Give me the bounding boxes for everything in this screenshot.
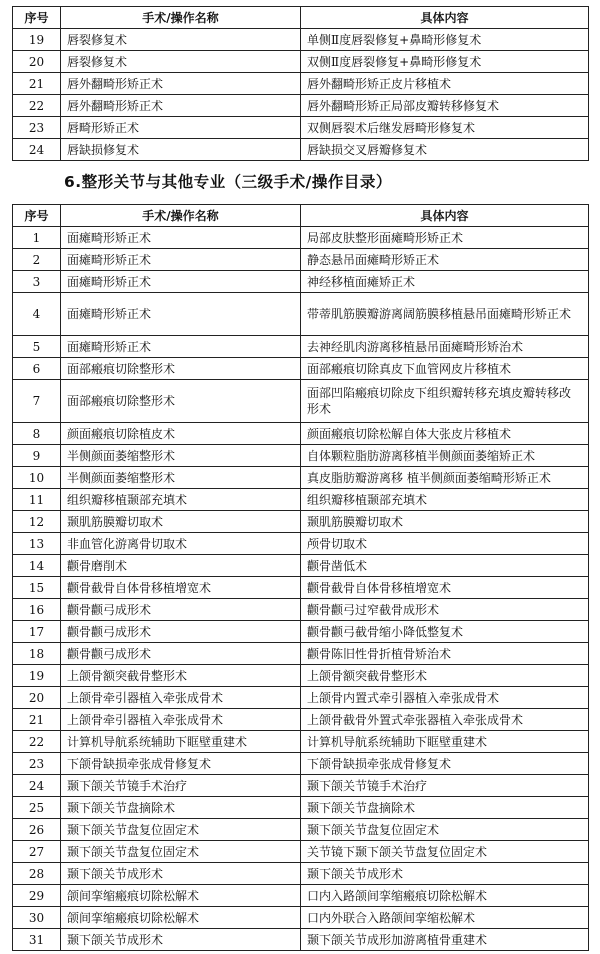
table-row [13, 271, 589, 293]
cell-name: 颞下颌关节成形术 [61, 929, 301, 951]
cell-no: 21 [13, 73, 61, 95]
cell-no: 14 [13, 555, 61, 577]
table-row [13, 445, 589, 467]
cell-no: 8 [13, 423, 61, 445]
cell-detail: 颧骨颧弓过窄截骨成形术 [301, 599, 589, 621]
procedure-table-1 [12, 6, 589, 161]
table-row [13, 227, 589, 249]
table-row [13, 117, 589, 139]
procedure-table-2 [12, 204, 589, 951]
table-row [13, 687, 589, 709]
cell-no: 12 [13, 511, 61, 533]
cell-detail: 唇外翻畸形矫正皮片移植术 [301, 73, 589, 95]
cell-detail: 双侧Ⅱ度唇裂修复+鼻畸形修复术 [301, 51, 589, 73]
table-row [13, 665, 589, 687]
cell-no: 22 [13, 731, 61, 753]
cell-detail: 上颌骨额突截骨整形术 [301, 665, 589, 687]
cell-no: 22 [13, 95, 61, 117]
cell-no: 5 [13, 336, 61, 358]
cell-name: 颞下颌关节镜手术治疗 [61, 775, 301, 797]
cell-name: 颧骨颧弓成形术 [61, 621, 301, 643]
cell-no: 24 [13, 139, 61, 161]
cell-detail: 计算机导航系统辅助下眶壁重建术 [301, 731, 589, 753]
cell-name: 唇裂修复术 [61, 51, 301, 73]
table-row [13, 358, 589, 380]
table-header-row [13, 205, 589, 227]
cell-detail: 口内外联合入路颌间挛缩松解术 [301, 907, 589, 929]
cell-name: 颧骨颧弓成形术 [61, 599, 301, 621]
cell-name: 颞下颌关节成形术 [61, 863, 301, 885]
cell-name: 颧骨颧弓成形术 [61, 643, 301, 665]
cell-detail: 组织瓣移植颞部充填术 [301, 489, 589, 511]
cell-name: 面瘫畸形矫正术 [61, 249, 301, 271]
cell-name: 唇外翻畸形矫正术 [61, 73, 301, 95]
table-row [13, 577, 589, 599]
cell-name: 唇缺损修复术 [61, 139, 301, 161]
cell-no: 3 [13, 271, 61, 293]
cell-name: 颞下颌关节盘复位固定术 [61, 841, 301, 863]
table-row [13, 249, 589, 271]
table-row [13, 731, 589, 753]
cell-detail: 颞下颌关节成形加游离植骨重建术 [301, 929, 589, 951]
cell-name: 面瘫畸形矫正术 [61, 271, 301, 293]
section-title: 6.整形关节与其他专业（三级手术/操作目录） [64, 173, 392, 191]
table-body [13, 29, 589, 161]
cell-detail: 面部瘢痕切除真皮下血管网皮片移植术 [301, 358, 589, 380]
table-row [13, 293, 589, 336]
table-row [13, 907, 589, 929]
table-body [13, 227, 589, 951]
table-row [13, 555, 589, 577]
table-row [13, 819, 589, 841]
header-detail: 具体内容 [301, 205, 589, 227]
cell-no: 28 [13, 863, 61, 885]
cell-name: 面部瘢痕切除整形术 [61, 380, 301, 423]
cell-detail: 关节镜下颞下颌关节盘复位固定术 [301, 841, 589, 863]
cell-no: 23 [13, 753, 61, 775]
cell-no: 21 [13, 709, 61, 731]
cell-detail: 自体颗粒脂肪游离移植半侧颜面萎缩矫正术 [301, 445, 589, 467]
cell-detail: 上颌骨内置式牵引器植入牵张成骨术 [301, 687, 589, 709]
table-row [13, 139, 589, 161]
cell-no: 4 [13, 293, 61, 336]
table-row [13, 467, 589, 489]
header-detail: 具体内容 [301, 7, 589, 29]
cell-no: 24 [13, 775, 61, 797]
table-row [13, 885, 589, 907]
cell-detail: 颞下颌关节成形术 [301, 863, 589, 885]
cell-detail: 去神经肌肉游离移植悬吊面瘫畸形矫治术 [301, 336, 589, 358]
cell-no: 11 [13, 489, 61, 511]
cell-detail: 局部皮肤整形面瘫畸形矫正术 [301, 227, 589, 249]
cell-detail: 颜面瘢痕切除松解自体大张皮片移植术 [301, 423, 589, 445]
cell-no: 20 [13, 51, 61, 73]
cell-no: 9 [13, 445, 61, 467]
cell-name: 面瘫畸形矫正术 [61, 293, 301, 336]
cell-name: 唇裂修复术 [61, 29, 301, 51]
cell-detail: 颞下颌关节盘摘除术 [301, 797, 589, 819]
cell-name: 组织瓣移植颞部充填术 [61, 489, 301, 511]
cell-no: 26 [13, 819, 61, 841]
table-row [13, 753, 589, 775]
table-row [13, 841, 589, 863]
cell-no: 15 [13, 577, 61, 599]
cell-no: 23 [13, 117, 61, 139]
header-no: 序号 [13, 7, 61, 29]
cell-no: 27 [13, 841, 61, 863]
cell-name: 下颌骨缺损牵张成骨修复术 [61, 753, 301, 775]
cell-name: 颧骨截骨自体骨移植增宽术 [61, 577, 301, 599]
cell-no: 29 [13, 885, 61, 907]
cell-no: 25 [13, 797, 61, 819]
cell-detail: 颧骨颧弓截骨缩小降低整复术 [301, 621, 589, 643]
cell-name: 面部瘢痕切除整形术 [61, 358, 301, 380]
cell-no: 1 [13, 227, 61, 249]
cell-detail: 静态悬吊面瘫畸形矫正术 [301, 249, 589, 271]
table-row [13, 709, 589, 731]
cell-detail: 唇缺损交叉唇瓣修复术 [301, 139, 589, 161]
cell-no: 19 [13, 665, 61, 687]
cell-detail: 颧骨陈旧性骨折植骨矫治术 [301, 643, 589, 665]
cell-name: 颌间挛缩瘢痕切除松解术 [61, 907, 301, 929]
cell-name: 颜面瘢痕切除植皮术 [61, 423, 301, 445]
table-row [13, 775, 589, 797]
cell-detail: 颧骨凿低术 [301, 555, 589, 577]
cell-detail: 真皮脂肪瓣游离移 植半侧颜面萎缩畸形矫正术 [301, 467, 589, 489]
table-row [13, 533, 589, 555]
cell-name: 颧骨磨削术 [61, 555, 301, 577]
table-row [13, 336, 589, 358]
table-row [13, 797, 589, 819]
cell-no: 19 [13, 29, 61, 51]
table-row [13, 29, 589, 51]
cell-no: 17 [13, 621, 61, 643]
header-name: 手术/操作名称 [61, 205, 301, 227]
table-row [13, 73, 589, 95]
cell-no: 7 [13, 380, 61, 423]
cell-name: 上颌骨牵引器植入牵张成骨术 [61, 709, 301, 731]
table-header-row [13, 7, 589, 29]
cell-detail: 神经移植面瘫矫正术 [301, 271, 589, 293]
cell-detail: 唇外翻畸形矫正局部皮瓣转移修复术 [301, 95, 589, 117]
cell-name: 计算机导航系统辅助下眶壁重建术 [61, 731, 301, 753]
cell-detail: 带蒂肌筋膜瓣游离阔筋膜移植悬吊面瘫畸形矫正术 [301, 293, 589, 336]
table-row [13, 929, 589, 951]
table-row [13, 599, 589, 621]
table-row [13, 511, 589, 533]
header-no: 序号 [13, 205, 61, 227]
table-row [13, 95, 589, 117]
cell-no: 13 [13, 533, 61, 555]
cell-name: 面瘫畸形矫正术 [61, 336, 301, 358]
cell-detail: 上颌骨截骨外置式牵张器植入牵张成骨术 [301, 709, 589, 731]
cell-detail: 颞下颌关节盘复位固定术 [301, 819, 589, 841]
cell-name: 颞下颌关节盘复位固定术 [61, 819, 301, 841]
cell-detail: 颅骨切取术 [301, 533, 589, 555]
table-row [13, 643, 589, 665]
table-row [13, 423, 589, 445]
cell-no: 30 [13, 907, 61, 929]
cell-no: 2 [13, 249, 61, 271]
cell-detail: 颞肌筋膜瓣切取术 [301, 511, 589, 533]
cell-name: 颞肌筋膜瓣切取术 [61, 511, 301, 533]
cell-no: 16 [13, 599, 61, 621]
cell-detail: 下颌骨缺损牵张成骨修复术 [301, 753, 589, 775]
cell-detail: 单侧Ⅱ度唇裂修复+鼻畸形修复术 [301, 29, 589, 51]
cell-name: 半侧颜面萎缩整形术 [61, 467, 301, 489]
table-row [13, 380, 589, 423]
cell-detail: 颧骨截骨自体骨移植增宽术 [301, 577, 589, 599]
cell-detail: 口内入路颌间挛缩瘢痕切除松解术 [301, 885, 589, 907]
table-row [13, 863, 589, 885]
cell-name: 上颌骨牵引器植入牵张成骨术 [61, 687, 301, 709]
cell-no: 10 [13, 467, 61, 489]
cell-no: 31 [13, 929, 61, 951]
table-row [13, 51, 589, 73]
cell-name: 面瘫畸形矫正术 [61, 227, 301, 249]
header-name: 手术/操作名称 [61, 7, 301, 29]
cell-detail: 双侧唇裂术后继发唇畸形修复术 [301, 117, 589, 139]
cell-no: 6 [13, 358, 61, 380]
cell-name: 唇外翻畸形矫正术 [61, 95, 301, 117]
cell-name: 颌间挛缩瘢痕切除松解术 [61, 885, 301, 907]
table-row [13, 621, 589, 643]
cell-name: 颞下颌关节盘摘除术 [61, 797, 301, 819]
cell-no: 20 [13, 687, 61, 709]
cell-name: 唇畸形矫正术 [61, 117, 301, 139]
cell-no: 18 [13, 643, 61, 665]
table-row [13, 489, 589, 511]
cell-detail: 颞下颌关节镜手术治疗 [301, 775, 589, 797]
cell-detail: 面部凹陷瘢痕切除皮下组织瓣转移充填皮瓣转移改形术 [301, 380, 589, 423]
cell-name: 非血管化游离骨切取术 [61, 533, 301, 555]
cell-name: 半侧颜面萎缩整形术 [61, 445, 301, 467]
cell-name: 上颌骨额突截骨整形术 [61, 665, 301, 687]
